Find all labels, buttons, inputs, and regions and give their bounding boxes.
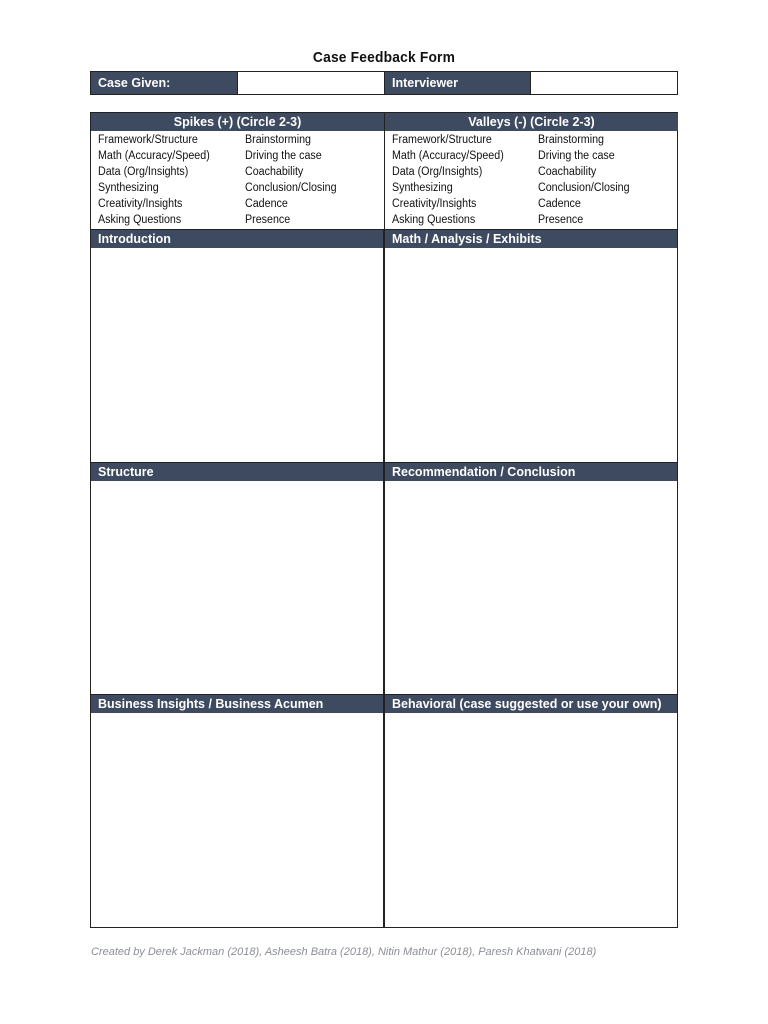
valleys-column [385, 113, 678, 229]
case-given-field[interactable] [237, 71, 385, 95]
valleys-header: Valleys (-) (Circle 2-3) [385, 113, 678, 131]
math-header: Math / Analysis / Exhibits [385, 230, 677, 248]
structure-header: Structure [91, 463, 383, 481]
interviewer-label: Interviewer [384, 71, 531, 95]
valleys-item[interactable]: Synthesizing [392, 182, 453, 194]
spikes-item[interactable]: Coachability [245, 166, 304, 178]
behavioral-section[interactable] [384, 694, 678, 928]
valleys-item[interactable]: Coachability [538, 166, 597, 178]
valleys-item[interactable]: Cadence [538, 198, 581, 210]
spikes-valleys-table [90, 112, 678, 230]
spikes-item[interactable]: Data (Org/Insights) [98, 166, 189, 178]
valleys-item[interactable]: Asking Questions [392, 214, 476, 226]
spikes-item[interactable]: Cadence [245, 198, 288, 210]
spikes-item[interactable]: Asking Questions [98, 214, 182, 226]
footer-credits: Created by Derek Jackman (2018), Asheesh Batra (2018), Nitin Mathur (2018), Paresh Khatwani (2018) [91, 946, 597, 958]
valleys-item[interactable]: Creativity/Insights [392, 198, 477, 210]
spikes-list [91, 132, 384, 229]
case-given-label: Case Given: [90, 71, 238, 95]
spikes-item[interactable]: Presence [245, 214, 291, 226]
introduction-header: Introduction [91, 230, 383, 248]
valleys-item[interactable]: Driving the case [538, 150, 615, 162]
spikes-item[interactable]: Framework/Structure [98, 134, 198, 146]
spikes-header: Spikes (+) (Circle 2-3) [91, 113, 384, 131]
form-title: Case Feedback Form [312, 49, 456, 66]
valleys-item[interactable]: Data (Org/Insights) [392, 166, 483, 178]
valleys-list [385, 132, 678, 229]
spikes-item[interactable]: Math (Accuracy/Speed) [98, 150, 210, 162]
introduction-section[interactable] [90, 229, 384, 463]
spikes-column [91, 113, 384, 229]
case-info-row [90, 71, 678, 95]
valleys-item[interactable]: Conclusion/Closing [538, 182, 630, 194]
spikes-item[interactable]: Creativity/Insights [98, 198, 183, 210]
interviewer-field[interactable] [530, 71, 678, 95]
structure-section[interactable] [90, 462, 384, 695]
valleys-item[interactable]: Presence [538, 214, 584, 226]
valleys-item[interactable]: Framework/Structure [392, 134, 492, 146]
business-insights-header: Business Insights / Business Acumen [91, 695, 383, 713]
spikes-item[interactable]: Synthesizing [98, 182, 159, 194]
math-section[interactable] [384, 229, 678, 463]
spikes-item[interactable]: Brainstorming [245, 134, 311, 146]
business-insights-section[interactable] [90, 694, 384, 928]
spikes-item[interactable]: Driving the case [245, 150, 322, 162]
behavioral-header: Behavioral (case suggested or use your own) [385, 695, 677, 713]
recommendation-header: Recommendation / Conclusion [385, 463, 677, 481]
valleys-item[interactable]: Brainstorming [538, 134, 604, 146]
valleys-item[interactable]: Math (Accuracy/Speed) [392, 150, 504, 162]
spikes-item[interactable]: Conclusion/Closing [245, 182, 337, 194]
recommendation-section[interactable] [384, 462, 678, 695]
